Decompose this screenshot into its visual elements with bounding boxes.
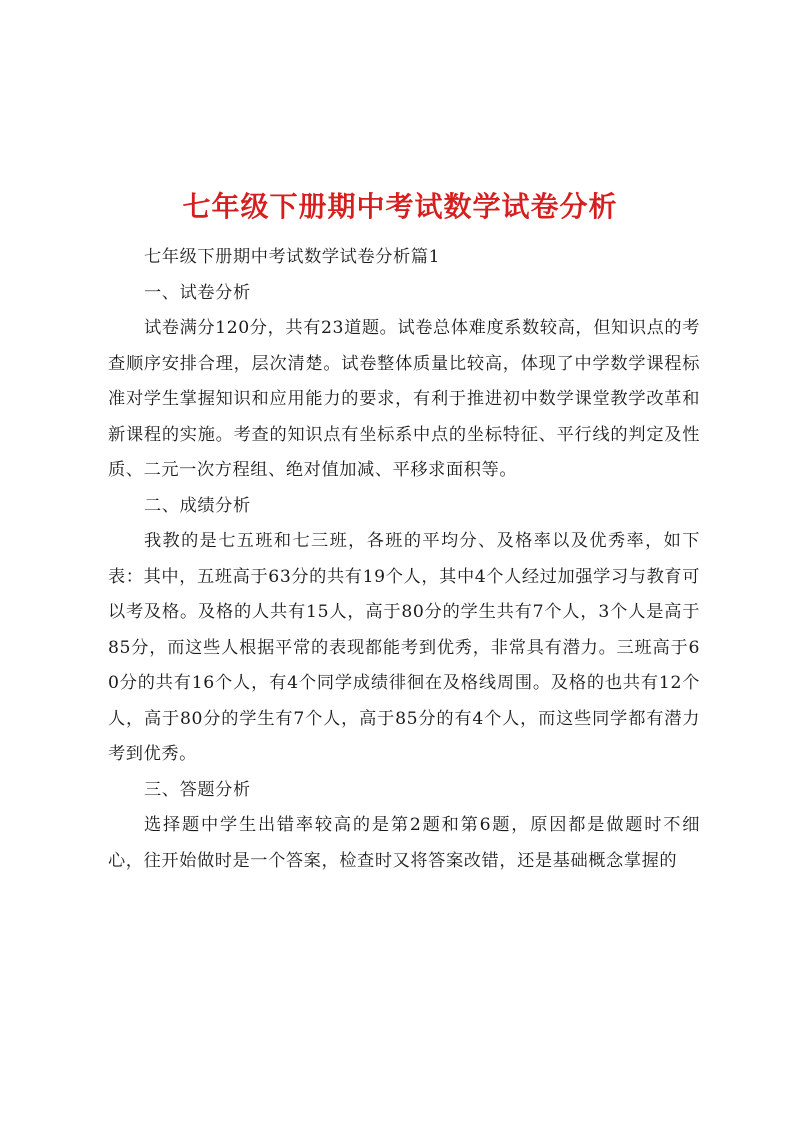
- paragraph-answer-analysis: 选择题中学生出错率较高的是第2题和第6题，原因都是做题时不细心，往开始做时是一个答案，检查时又将答案改错，还是基础概念掌握的: [108, 815, 700, 871]
- section-heading-answer-analysis: 三、答题分析: [144, 779, 251, 800]
- paragraph-score-analysis: 我教的是七五班和七三班，各班的平均分、及格率以及优秀率，如下表：其中，五班高于63分的共有19个人，其中4个人经过加强学习与教育可以考及格。及格的人共有15人，高于80分的学生共有7个人，3个人是高于85分，而这些人根据平常的表现都能考到优秀，非常具有潜力。三班高于60分的共有16个人，有4个同学成绩徘徊在及格线周围。及格的也共有12个人，高于80分的学生有7个人，高于85分的有4个人，而这些同学都有潜力考到优秀。: [108, 531, 700, 764]
- section-heading-part1: 七年级下册期中考试数学试卷分析篇1: [144, 247, 441, 267]
- section-heading-paper-analysis: 一、试卷分析: [144, 282, 251, 303]
- document-title: 七年级下册期中考试数学试卷分析: [182, 189, 618, 223]
- section-heading-score-analysis: 二、成绩分析: [144, 495, 251, 516]
- paragraph-paper-analysis: 试卷满分120分，共有23道题。试卷总体难度系数较高，但知识点的考查顺序安排合理，层次清楚。试卷整体质量比较高，体现了中学数学课程标准对学生掌握知识和应用能力的要求，有利于推进初中数学课堂教学改革和新课程的实施。考查的知识点有坐标系中点的坐标特征、平行线的判定及性质、二元一次方程组、绝对值加减、平移求面积等。: [108, 318, 700, 480]
- document-body: [108, 240, 700, 879]
